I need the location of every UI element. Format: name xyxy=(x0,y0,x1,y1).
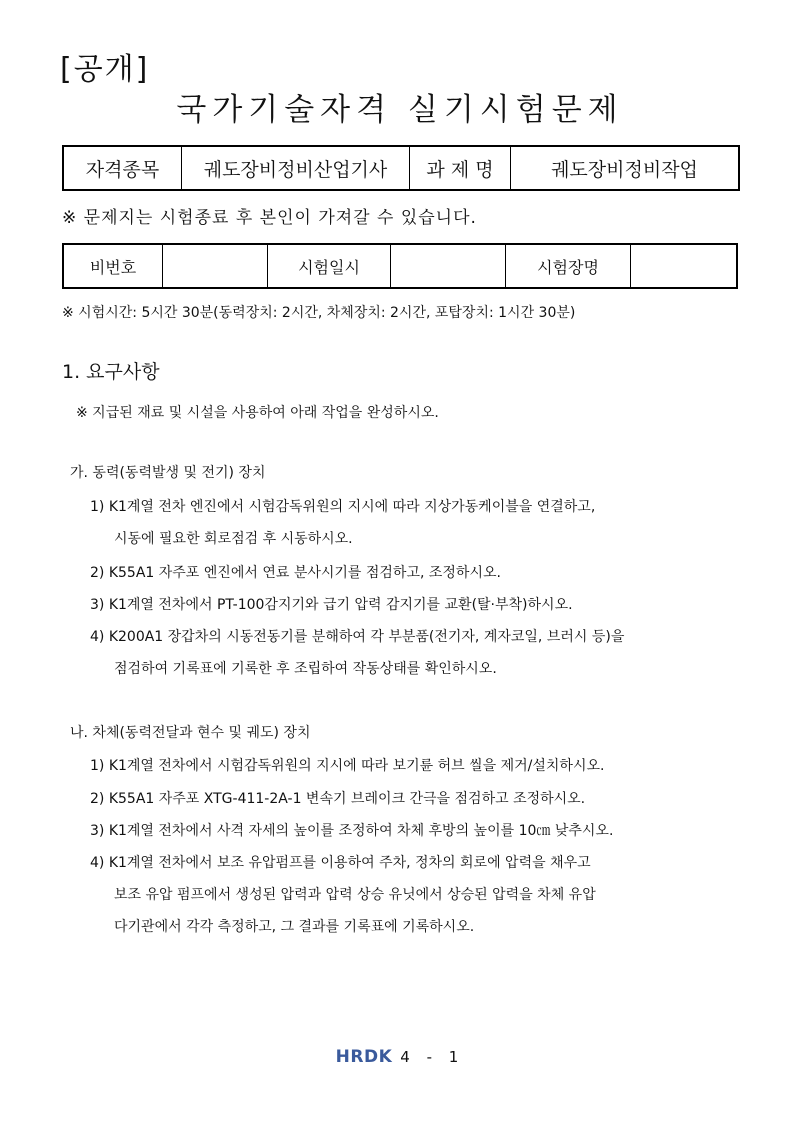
list-item: 2) K55A1 자주포 XTG-411-2A-1 변속기 브레이크 간극을 점검하고 조정하시오. xyxy=(90,791,586,807)
page-footer xyxy=(0,1047,800,1067)
section-title: 1. 요구사항 xyxy=(62,361,160,383)
list-item: 3) K1계열 전차에서 사격 자세의 높이를 조정하여 차체 후방의 높이를 10㎝ 낮추시오. xyxy=(90,823,614,839)
exam-duration: ※ 시험시간: 5시간 30분(동력장치: 2시간, 차체장치: 2시간, 포탑장치: 1시간 30분) xyxy=(62,305,576,321)
page-number: 4 - 1 xyxy=(400,1048,465,1066)
list-item: 1) K1계열 전차에서 시험감독위원의 지시에 따라 보기륜 허브 씰을 제거/설치하시오. xyxy=(90,758,605,774)
list-item-cont: 보조 유압 펌프에서 생성된 압력과 압력 상승 유닛에서 상승된 압력을 차체 유압 xyxy=(114,887,596,903)
list-item: 3) K1계열 전차에서 PT-100감지기와 급기 압력 감지기를 교환(탈·부착)하시오. xyxy=(90,597,573,613)
room-field[interactable] xyxy=(631,244,738,288)
task-value: 궤도장비정비작업 xyxy=(511,146,740,190)
list-item-cont: 다기관에서 각각 측정하고, 그 결과를 기록표에 기록하시오. xyxy=(114,919,475,935)
list-item-cont: 시동에 필요한 회로점검 후 시동하시오. xyxy=(114,531,353,547)
qualification-table xyxy=(62,145,740,191)
public-tag: [공개] xyxy=(60,52,150,87)
number-label: 비번호 xyxy=(63,244,163,288)
number-field[interactable] xyxy=(163,244,268,288)
date-label: 시험일시 xyxy=(268,244,391,288)
list-item: 2) K55A1 자주포 엔진에서 연료 분사시기를 점검하고, 조정하시오. xyxy=(90,565,501,581)
list-item: 1) K1계열 전차 엔진에서 시험감독위원의 지시에 따라 지상가동케이블을 연결하고, xyxy=(90,499,596,515)
category-title-chassis: 나. 차체(동력전달과 현수 및 궤도) 장치 xyxy=(70,725,311,741)
qualification-label: 자격종목 xyxy=(63,146,182,190)
date-field[interactable] xyxy=(391,244,506,288)
qualification-value: 궤도장비정비산업기사 xyxy=(182,146,410,190)
task-label: 과 제 명 xyxy=(410,146,511,190)
list-item-cont: 점검하여 기록표에 기록한 후 조립하여 작동상태를 확인하시오. xyxy=(114,661,497,677)
hrdk-logo: HRDK xyxy=(335,1047,393,1067)
section-note: ※ 지급된 재료 및 시설을 사용하여 아래 작업을 완성하시오. xyxy=(76,405,439,421)
list-item: 4) K1계열 전차에서 보조 유압펌프를 이용하여 주차, 정차의 회로에 압력을 채우고 xyxy=(90,855,591,871)
list-item: 4) K200A1 장갑차의 시동전동기를 분해하여 각 부분품(전기자, 계자코일, 브러시 등)을 xyxy=(90,629,625,645)
category-title-power: 가. 동력(동력발생 및 전기) 장치 xyxy=(70,465,266,481)
exam-info-table xyxy=(62,243,738,289)
room-label: 시험장명 xyxy=(506,244,631,288)
notice-text: ※ 문제지는 시험종료 후 본인이 가져갈 수 있습니다. xyxy=(62,208,477,228)
document-title: 국가기술자격 실기시험문제 xyxy=(176,92,624,128)
